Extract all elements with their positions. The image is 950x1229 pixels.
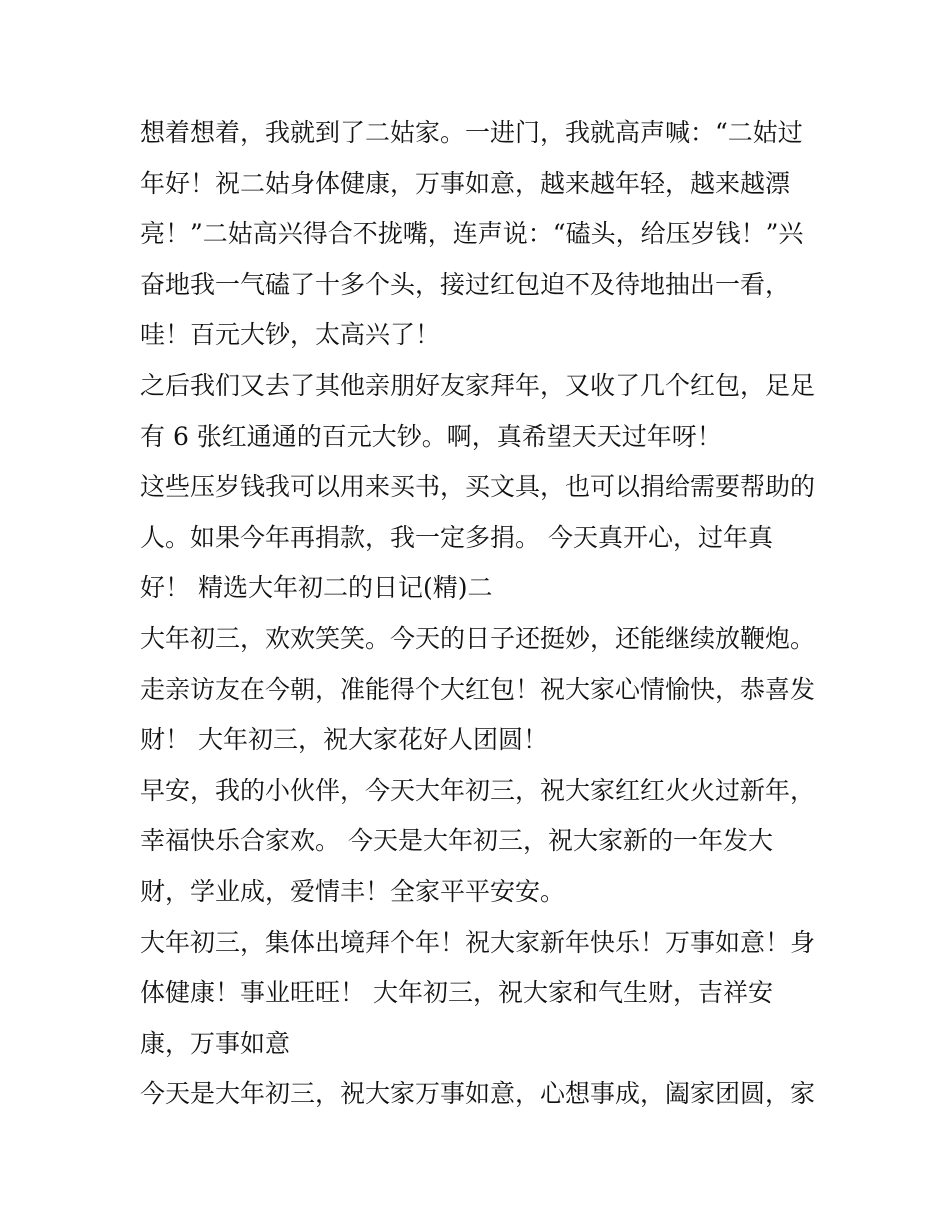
text-line: 之后我们又去了其他亲朋好友家拜年，又收了几个红包，足足 (140, 370, 816, 400)
text-line: 今天是大年初三，祝大家万事如意，心想事成，阖家团圆，家 (140, 1079, 816, 1109)
text-line: 幸福快乐合家欢。 今天是大年初三，祝大家新的一年发大 (140, 826, 773, 856)
text-line: 财！ 大年初三，祝大家花好人团圆！ (140, 725, 548, 755)
text-line: 大年初三，欢欢笑笑。今天的日子还挺妙，还能继续放鞭炮。 (140, 623, 816, 653)
text-line: 大年初三，集体出境拜个年！祝大家新年快乐！万事如意！身 (140, 927, 816, 957)
text-line: 年好！祝二姑身体健康，万事如意，越来越年轻，越来越漂 (140, 168, 791, 198)
text-line: 人。如果今年再捐款，我一定多捐。 今天真开心，过年真 (140, 522, 773, 552)
text-line: 想着想着，我就到了二姑家。一进门，我就高声喊：“二姑过 (140, 118, 803, 147)
text-line: 体健康！事业旺旺！ 大年初三，祝大家和气生财，吉祥安 (140, 978, 773, 1008)
text-line: 这些压岁钱我可以用来买书，买文具，也可以捐给需要帮助的 (140, 472, 816, 502)
text-line: 有 6 张红通通的百元大钞。啊，真希望天天过年呀！ (140, 421, 722, 451)
text-line: 奋地我一气磕了十多个头，接过红包迫不及待地抽出一看， (140, 269, 791, 299)
text-line: 哇！百元大钞，太高兴了！ (140, 320, 441, 350)
text-line: 走亲访友在今朝，准能得个大红包！祝大家心情愉快，恭喜发 (140, 674, 816, 704)
document-body (140, 108, 820, 1120)
text-line: 康，万事如意 (140, 1028, 291, 1058)
text-line: 财，学业成，爱情丰！全家平平安安。 (140, 876, 566, 906)
text-line: 亮！”二姑高兴得合不拢嘴，连声说：“磕头，给压岁钱！”兴 (140, 219, 804, 249)
text-line: 好！ 精选大年初二的日记(精)二 (140, 573, 493, 603)
text-line: 早安，我的小伙伴，今天大年初三，祝大家红红火火过新年， (140, 775, 816, 805)
